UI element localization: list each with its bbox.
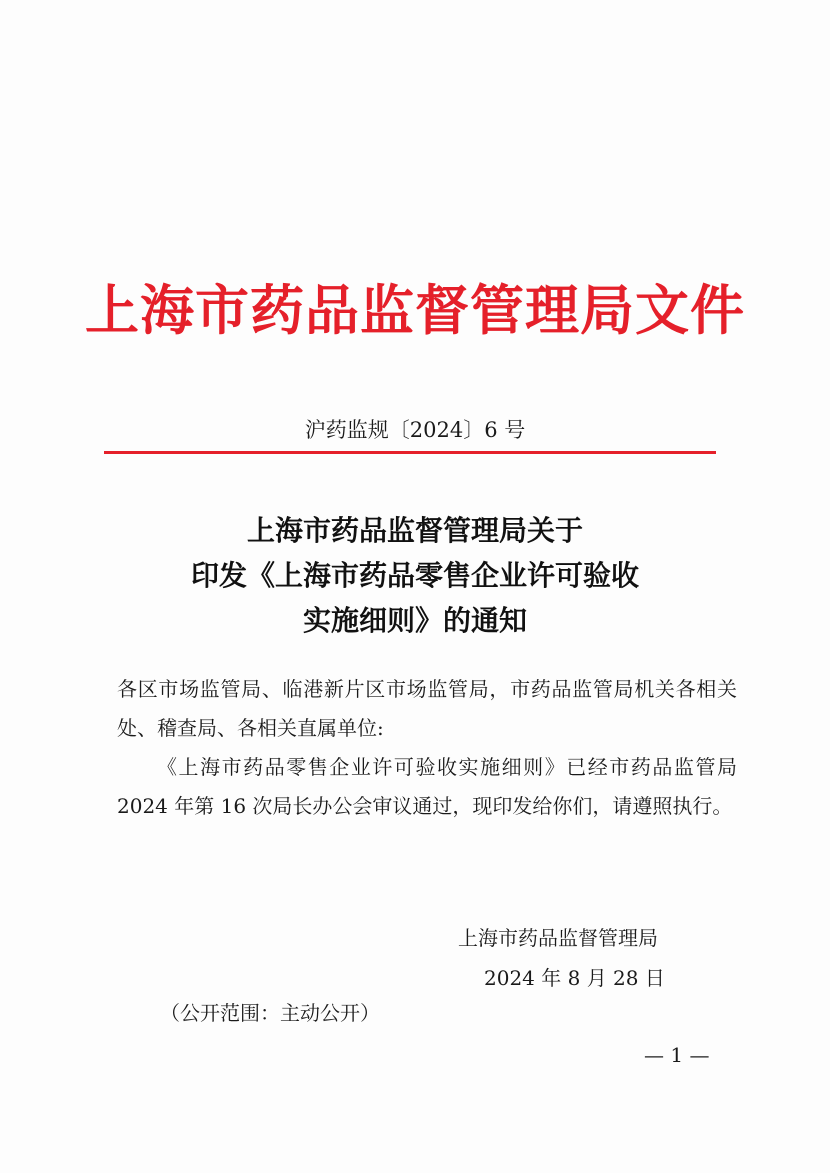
signature-block <box>458 918 718 998</box>
recipients-paragraph: 各区市场监管局、临港新片区市场监管局，市药品监管局机关各相关处、稽查局、各相关直属单位: <box>117 677 737 740</box>
signing-date: 2024 年 8 月 28 日 <box>484 966 665 990</box>
notice-title-line-3: 实施细则》的通知 <box>302 604 527 637</box>
document-header-title: 上海市药品监督管理局文件 <box>85 279 745 342</box>
signing-organization: 上海市药品监督管理局 <box>458 926 658 950</box>
document-number: 沪药监规〔2024〕6 号 <box>304 418 526 442</box>
disclosure-scope: （公开范围：主动公开） <box>160 1001 380 1025</box>
red-divider-line <box>104 451 716 454</box>
notice-title-line-1: 上海市药品监督管理局关于 <box>246 514 583 547</box>
notice-title-line-2: 印发《上海市药品零售企业许可验收 <box>190 559 639 592</box>
main-paragraph: 《上海市药品零售企业许可验收实施细则》已经市药品监管局 2024 年第 16 次局长办公会审议通过，现印发给你们，请遵照执行。 <box>117 755 737 818</box>
page-number: — 1 — <box>644 1043 710 1067</box>
notice-title <box>0 508 830 643</box>
notice-body <box>117 670 737 826</box>
